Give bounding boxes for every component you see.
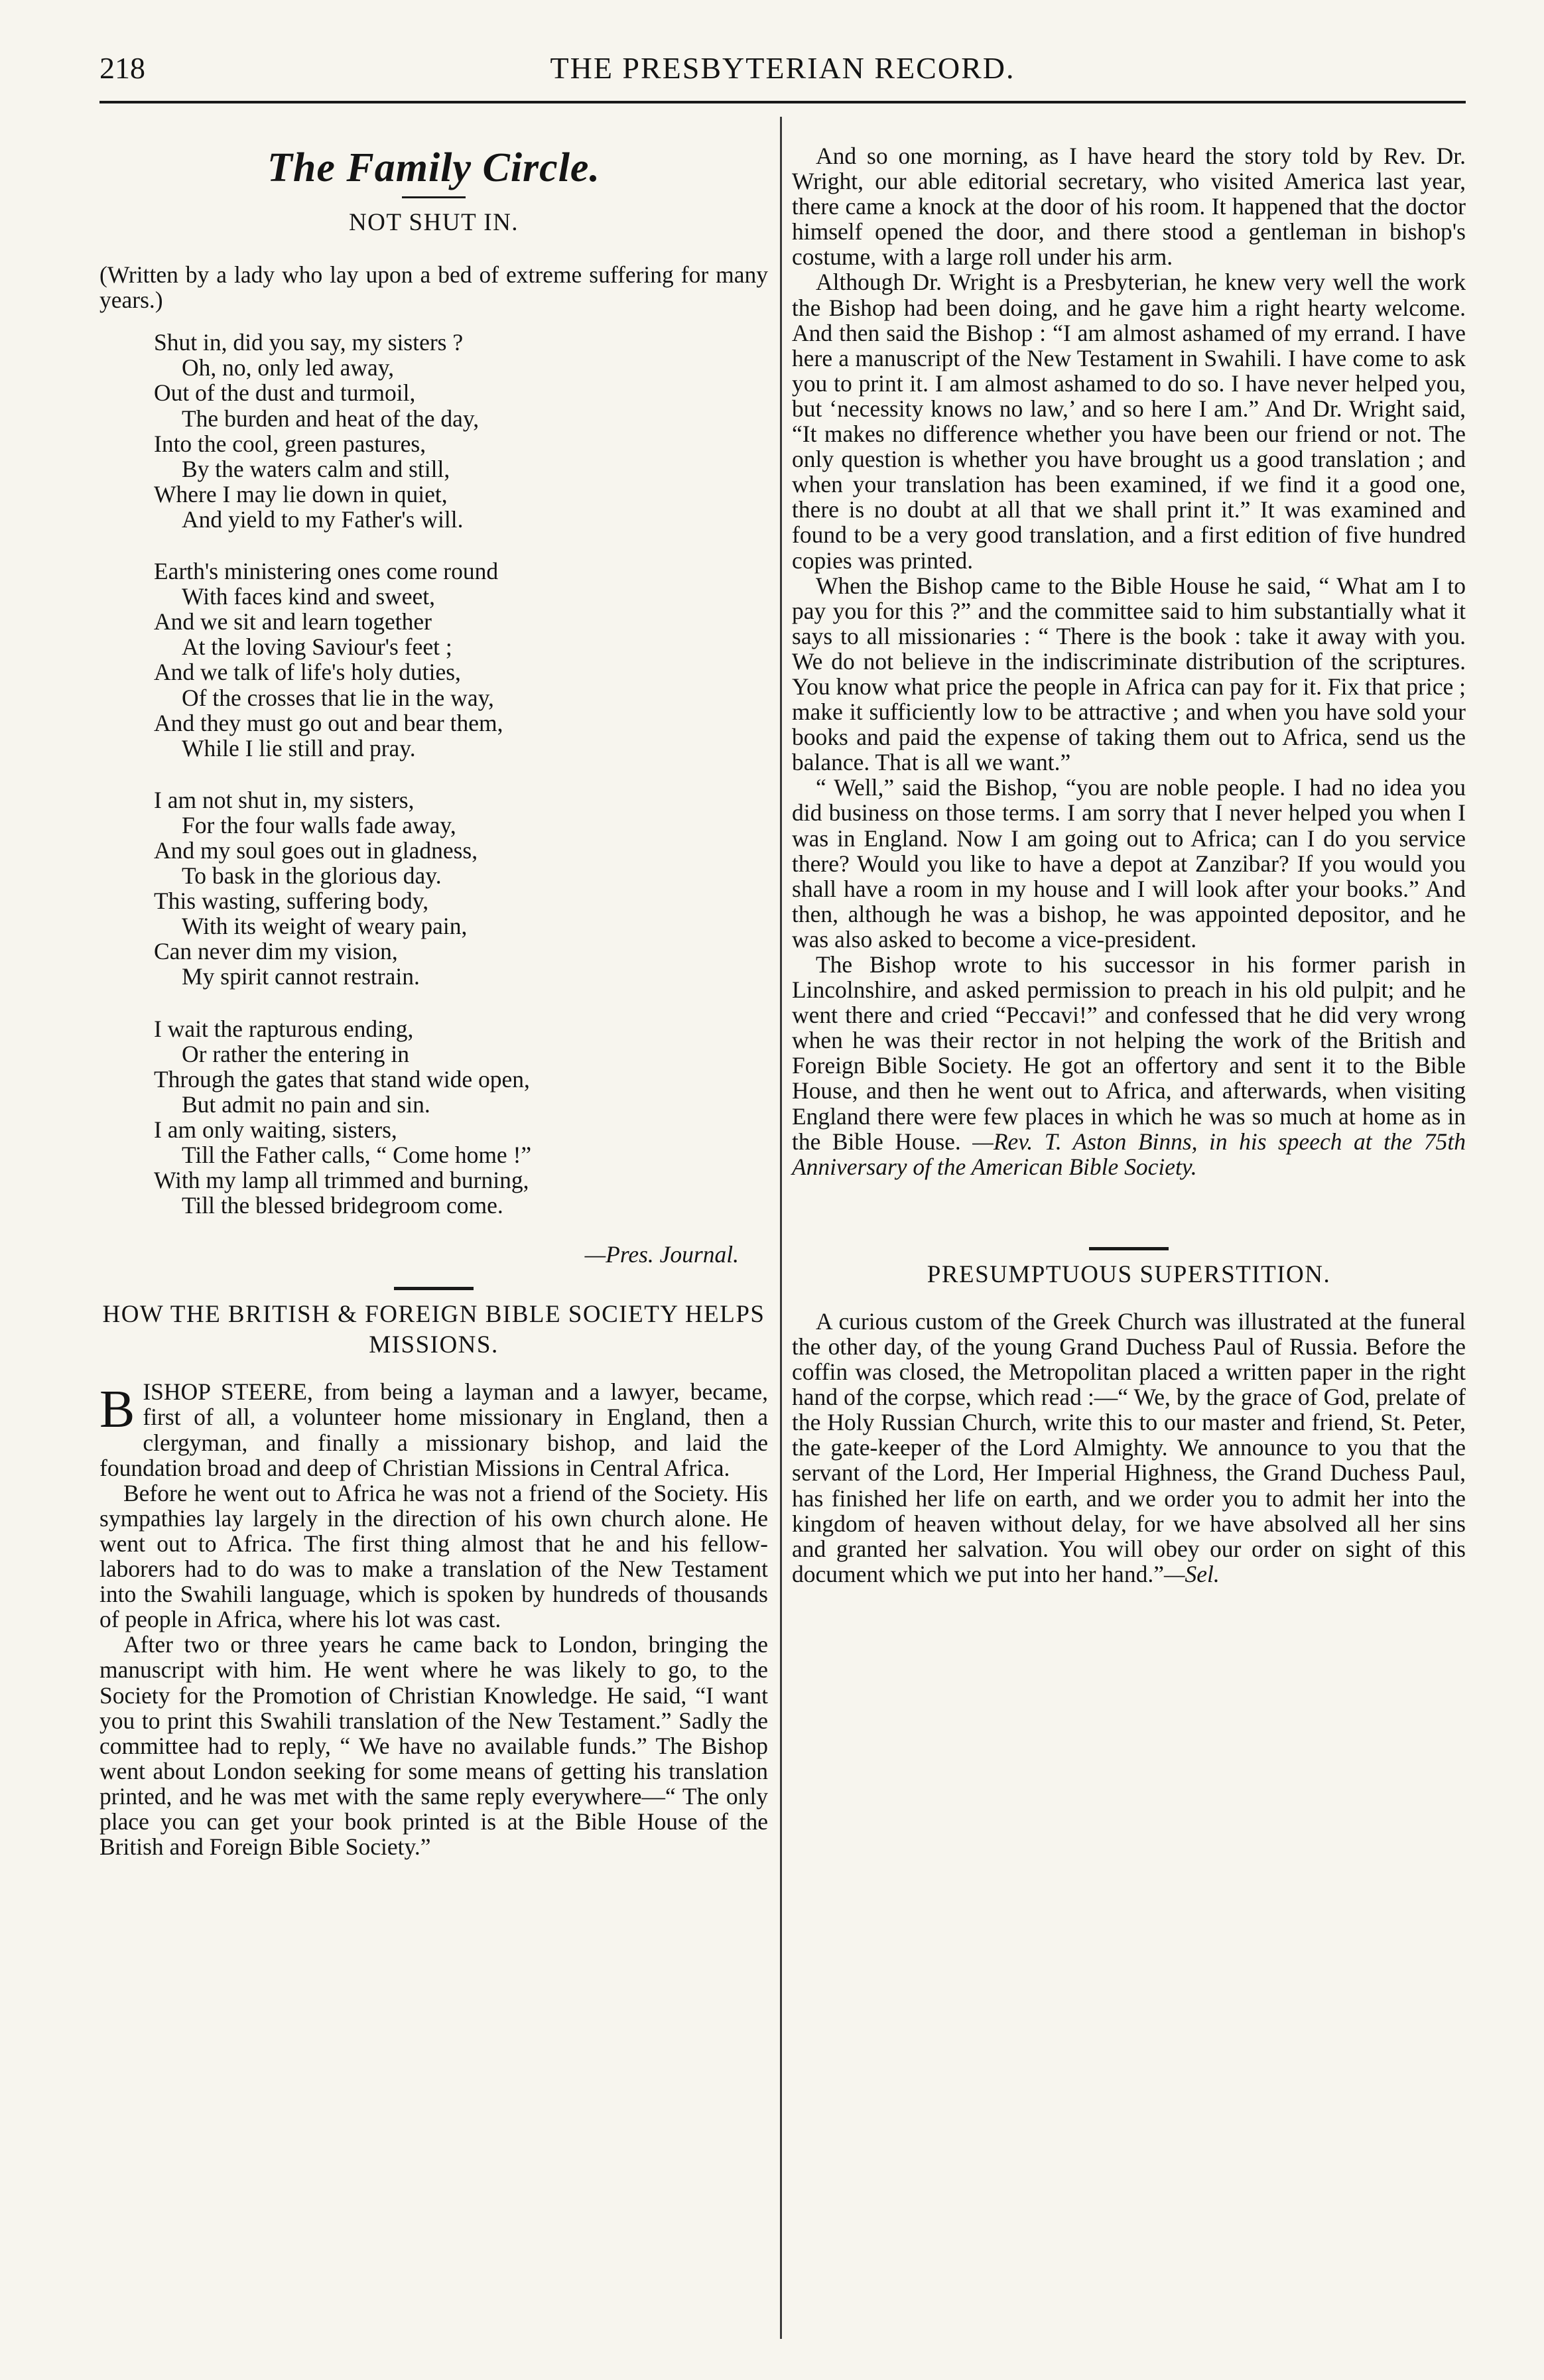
poem-line: Till the blessed bridegroom come. <box>182 1192 503 1219</box>
poem-line: To bask in the glorious day. <box>182 862 442 890</box>
poem-line: My spirit cannot restrain. <box>182 963 420 990</box>
right-column <box>792 143 1466 1587</box>
header-rule <box>99 101 1466 103</box>
poem-intro: (Written by a lady who lay upon a bed of extreme suffering for many years.) <box>99 261 768 314</box>
poem-line: While I lie still and pray. <box>182 734 416 761</box>
poem-line: With its weight of weary pain, <box>182 913 468 940</box>
running-title: THE PRESBYTERIAN RECORD. <box>550 51 1015 85</box>
poem-line: By the waters calm and still, <box>182 455 450 482</box>
section-title-family-circle: The Family Circle. <box>267 145 600 190</box>
stanza <box>154 559 768 761</box>
stanza <box>154 330 768 532</box>
poem-line: I am only waiting, sisters, <box>154 1116 397 1143</box>
section-rule <box>394 1287 474 1290</box>
short-rule <box>402 196 466 198</box>
article-attribution: —Rev. T. Aston Binns, in his speech at the 75th Anniversary of the American Bible Society. <box>792 1128 1466 1180</box>
paragraph: And so one morning, as I have heard the story told by Rev. Dr. Wright, our able editorial secretary, who visited America last year, there came a knock at the door of his room. It happened that the doctor himself opened the door, and there stood a gentleman in bishop's costume, with a large roll under his arm. <box>792 143 1466 271</box>
paragraph: Before he went out to Africa he was not a friend of the Society. His sympathies lay largely in the direction of his own church alone. He went out to Africa. The first thing almost that he and his fellow-laborers had to do was to make a translation of the New Testament into the Swahili language, which is spoken by hundreds of thousands of people in Africa, where his lot was cast. <box>99 1479 768 1633</box>
article-source: —Sel. <box>1163 1560 1220 1587</box>
stanza <box>154 787 768 990</box>
poem-line: Where I may lie down in quiet, <box>154 480 448 507</box>
paragraph <box>99 1379 768 1480</box>
poem-line: And my soul goes out in gladness, <box>154 836 478 864</box>
poem-line: And we sit and learn together <box>154 608 432 635</box>
poem-title: NOT SHUT IN. <box>348 209 519 237</box>
poem-line: And they must go out and bear them, <box>154 709 503 736</box>
poem-line: But admit no pain and sin. <box>182 1091 430 1118</box>
paragraph: When the Bishop came to the Bible House he said, “ What am I to pay you for this ?” and the committee said to him substantially what it says to all missionaries : “ There is the book : take it away with you. We do not believe in the indiscriminate distribution of the scriptures. You know what price the people in Africa can pay for it. Fix that price ; make it sufficiently low to be attractive ; and when you have sold your books and paid the expense of taking them out to Africa, send us the balance. That is all we want.” <box>792 572 1466 776</box>
section-rule <box>1089 1247 1169 1250</box>
running-header <box>99 38 1466 98</box>
poem-source: —Pres. Journal. <box>584 1241 739 1268</box>
poem-line: With my lamp all trimmed and burning, <box>154 1167 529 1194</box>
page-number: 218 <box>99 51 145 85</box>
drop-cap: B <box>99 1380 135 1439</box>
poem-line: At the loving Saviour's feet ; <box>182 633 452 661</box>
poem-line: Out of the dust and turmoil, <box>154 379 416 407</box>
paragraph: “ Well,” said the Bishop, “you are noble people. I had no idea you did business on those terms. I am sorry that I never helped you when I was in England. Now I am going out to Africa; can I do you service there? Would you like to have a depot at Zanzibar? If you would you shall have a room in my house and I will look after your books.” And then, although he was a bishop, he was appointed depositor, and he was also asked to become a vice-president. <box>792 774 1466 953</box>
paragraph <box>792 952 1466 1179</box>
poem-line: With faces kind and sweet, <box>182 583 436 610</box>
poem-line: Into the cool, green pastures, <box>154 430 426 457</box>
first-paragraph-text: ISHOP STEERE, from being a layman and a lawyer, became, first of all, a volunteer home missionary in England, then a clergyman, and finally a missionary bishop, and laid the foundation broad and deep of Christian Missions in Central Africa. <box>99 1378 768 1481</box>
paragraph-text: The Bishop wrote to his successor in his former parish in Lincolnshire, and asked permission to preach in his old pulpit; and he went there and cried “Peccavi!” and confessed that he did very wrong when he was their rector in not helping the work of the British and Foreign Bible Society. He got an offertory and sent it to the Bible House, and then he went out to Africa, and afterwards, when visiting England there were few places in which he was so much at home as in the Bible House. <box>792 951 1466 1155</box>
poem-line: And we talk of life's holy duties, <box>154 659 461 686</box>
poem-line: Till the Father calls, “ Come home !” <box>182 1142 532 1168</box>
poem-line: Oh, no, only led away, <box>182 354 395 381</box>
article-title-superstition: PRESUMPTUOUS SUPERSTITION. <box>927 1260 1331 1288</box>
left-column <box>99 137 768 1859</box>
poem-line: Can never dim my vision, <box>154 938 398 965</box>
article-title-bible-society: HOW THE BRITISH & FOREIGN BIBLE SOCIETY HELPS MISSIONS. <box>102 1301 765 1359</box>
poem-line: This wasting, suffering body, <box>154 888 429 915</box>
poem-line: Shut in, did you say, my sisters ? <box>154 329 464 356</box>
poem-line: And yield to my Father's will. <box>182 505 464 533</box>
poem-line: Of the crosses that lie in the way, <box>182 684 494 711</box>
paragraph-text: A curious custom of the Greek Church was illustrated at the funeral the other day, of the young Grand Duchess Paul of Russia. Before the coffin was closed, the Metropolitan placed a written paper in the right hand of the corpse, which read :—“ We, by the grace of God, prelate of the Holy Russian Church, write this to our master and friend, St. Peter, the gate-keeper of the Lord Almighty. We announce to you that the servant of the Lord, Her Imperial Highness, the Grand Duchess Paul, has finished her life on earth, and we order you to admit her into the kingdom of heaven without delay, for we have absolved all her sins and granted her salvation. You will obey our order on sight of this document which we put into her hand.” <box>792 1307 1466 1587</box>
paragraph: After two or three years he came back to London, bringing the manuscript with him. He went where he was likely to go, to the Society for the Promotion of Christian Knowledge. He said, “I want you to print this Swahili translation of the New Testament.” Sadly the committee had to reply, “ We have no available funds.” The Bishop went about London seeking for some means of getting his translation printed, and he was met with the same reply everywhere—“ The only place you can get your book printed is at the Bible House of the British and Foreign Bible Society.” <box>99 1631 768 1861</box>
poem <box>154 330 768 1218</box>
paragraph <box>792 1309 1466 1587</box>
poem-line: For the four walls fade away, <box>182 811 456 838</box>
paragraph: Although Dr. Wright is a Presbyterian, he knew very well the work the Bishop had been doing, and he gave him a right hearty welcome. And then said the Bishop : “I am almost ashamed of my errand. I have here a manuscript of the New Testament in Swahili. I have come to ask you to print it. I am almost ashamed to do so. I have never helped you, but ‘necessity knows no law,’ and so here I am.” And Dr. Wright said, “It makes no difference whether you have been our friend or not. The only question is whether you have brought us a good translation ; and when your translation has been examined, if we find it a good one, there is no doubt at all that we shall print it.” It was examined and found to be a very good translation, and a first edition of five hundred copies was printed. <box>792 269 1466 574</box>
column-divider <box>780 117 782 2339</box>
poem-line: The burden and heat of the day, <box>182 405 480 432</box>
poem-line: Earth's ministering ones come round <box>154 558 499 585</box>
poem-line: I am not shut in, my sisters, <box>154 786 415 813</box>
stanza <box>154 1016 768 1219</box>
poem-line: Through the gates that stand wide open, <box>154 1065 530 1092</box>
poem-line: Or rather the entering in <box>182 1040 410 1067</box>
poem-line: I wait the rapturous ending, <box>154 1015 414 1042</box>
